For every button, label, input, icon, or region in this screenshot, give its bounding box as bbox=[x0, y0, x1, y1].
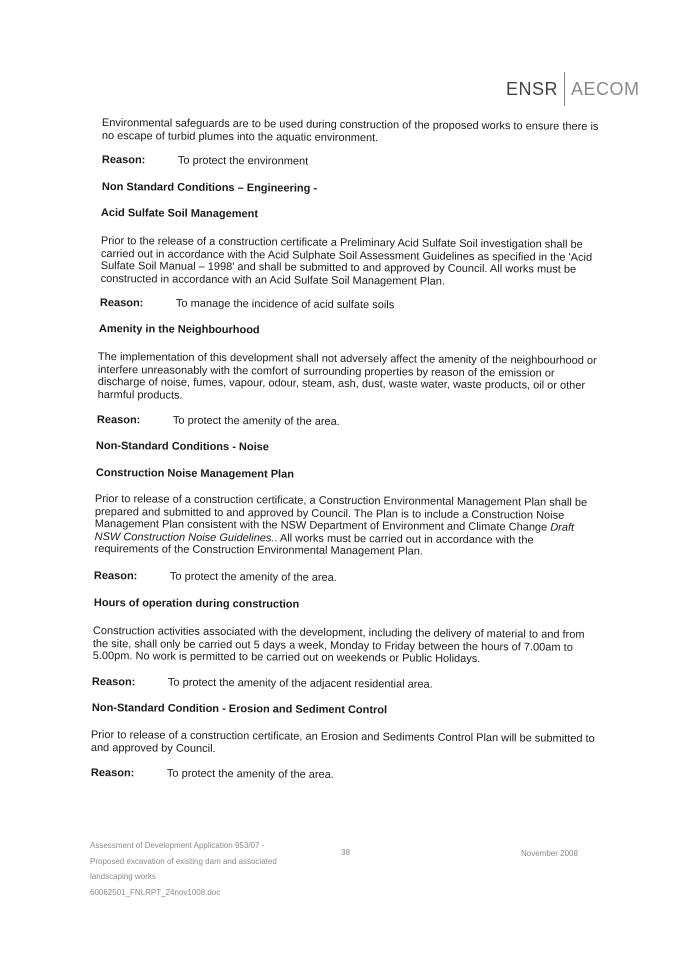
heading-acid-sulfate: Acid Sulfate Soil Management bbox=[100, 207, 259, 221]
heading-amenity: Amenity in the Neighbourhood bbox=[98, 323, 260, 337]
heading-construction-noise-plan: Construction Noise Management Plan bbox=[95, 467, 295, 481]
reason-noise bbox=[94, 570, 337, 584]
reason-text: To protect the environment bbox=[177, 154, 309, 168]
reason-label: Reason: bbox=[93, 570, 138, 583]
footer-line-1: Assessment of Development Application 953/07 - bbox=[90, 841, 265, 850]
footer-line-2: Proposed excavation of existing dam and associated bbox=[90, 856, 277, 866]
reason-label: Reason: bbox=[90, 767, 135, 780]
cnmp-text-2: . All works must be carried out in accordance with the requirements of the Construction Environmental Management Plan. bbox=[94, 531, 534, 558]
reason-text: To protect the amenity of the area. bbox=[172, 414, 340, 428]
paragraph-erosion: Prior to release of a construction certificate, an Erosion and Sediments Control Plan will be submitted to and approved by Council. bbox=[90, 729, 595, 755]
logo-aecom: AECOM bbox=[571, 78, 640, 99]
reason-acid-sulfate bbox=[100, 297, 394, 312]
reason-erosion bbox=[91, 767, 334, 781]
footer-page-number: 38 bbox=[341, 848, 350, 857]
heading-erosion: Non-Standard Condition - Erosion and Sediment Control bbox=[91, 702, 388, 717]
logo-divider bbox=[564, 72, 565, 106]
reason-text: To protect the amenity of the area. bbox=[166, 767, 334, 781]
heading-engineering: Non Standard Conditions – Engineering - bbox=[101, 181, 318, 195]
paragraph-amenity: The implementation of this development shall not adversely affect the amenity of the neighbourhood or interfere unreasonably with the comfort of surrounding properties by reason of the emission or discharge of noise, fumes, vapour, odour, steam, ash, dust, waste water, waste products, oil or other harmful products. bbox=[97, 351, 597, 402]
heading-noise: Non-Standard Conditions - Noise bbox=[95, 440, 269, 454]
reason-label: Reason: bbox=[91, 676, 136, 689]
paragraph-hours: Construction activities associated with the development, including the delivery of material to and from the site, shall only be carried out 5 days a week, Monday to Friday between the hours of 7.00am to 5.00pm. No work is permitted to be carried out on weekends or Public Holidays. bbox=[92, 625, 585, 666]
footer-date: November 2008 bbox=[521, 849, 578, 858]
reason-label: Reason: bbox=[101, 154, 146, 167]
reason-label: Reason: bbox=[96, 414, 141, 427]
reason-text: To protect the amenity of the area. bbox=[169, 570, 337, 584]
reason-amenity bbox=[97, 414, 340, 428]
footer-file-name: 60062501_FNLRPT_24nov1008.doc bbox=[90, 887, 221, 897]
reason-hours bbox=[92, 676, 433, 691]
reason-text: To manage the incidence of acid sulfate soils bbox=[175, 297, 395, 312]
logo-ensr: ENSR bbox=[506, 78, 559, 99]
heading-hours: Hours of operation during construction bbox=[93, 597, 300, 611]
paragraph-safeguards: Environmental safeguards are to be used during construction of the proposed works to ensure there is no escape of turbid plumes into the aquatic environment. bbox=[101, 117, 599, 144]
company-logo bbox=[506, 72, 640, 106]
reason-label: Reason: bbox=[99, 297, 144, 310]
cnmp-text-1: Prior to release of a construction certificate, a Construction Environmental Management Plan shall be prepared and submitted to and approved by Council. The Plan is to include a Construction Noise Management Plan consistent with the NSW Department of Environment and Climate Change bbox=[94, 493, 588, 534]
reason-environment bbox=[102, 154, 308, 168]
paragraph-acid-sulfate: Prior to the release of a construction certificate a Preliminary Acid Sulfate Soil investigation shall be carried out in accordance with the Acid Sulphate Soil Assessment Guidelines as specified in the 'Acid Sulfate Soil Manual – 1998' and shall be submitted to and approved by Council. All works must be constructed in accordance with an Acid Sulfate Soil Management Plan. bbox=[100, 235, 593, 288]
footer-document-info bbox=[90, 838, 277, 900]
reason-text: To protect the amenity of the adjacent residential area. bbox=[167, 676, 433, 691]
paragraph-construction-noise-plan bbox=[95, 493, 595, 559]
cnmp-guidelines-title: Draft NSW Construction Noise Guidelines. bbox=[94, 521, 575, 544]
footer-line-3: landscaping works bbox=[90, 872, 156, 881]
